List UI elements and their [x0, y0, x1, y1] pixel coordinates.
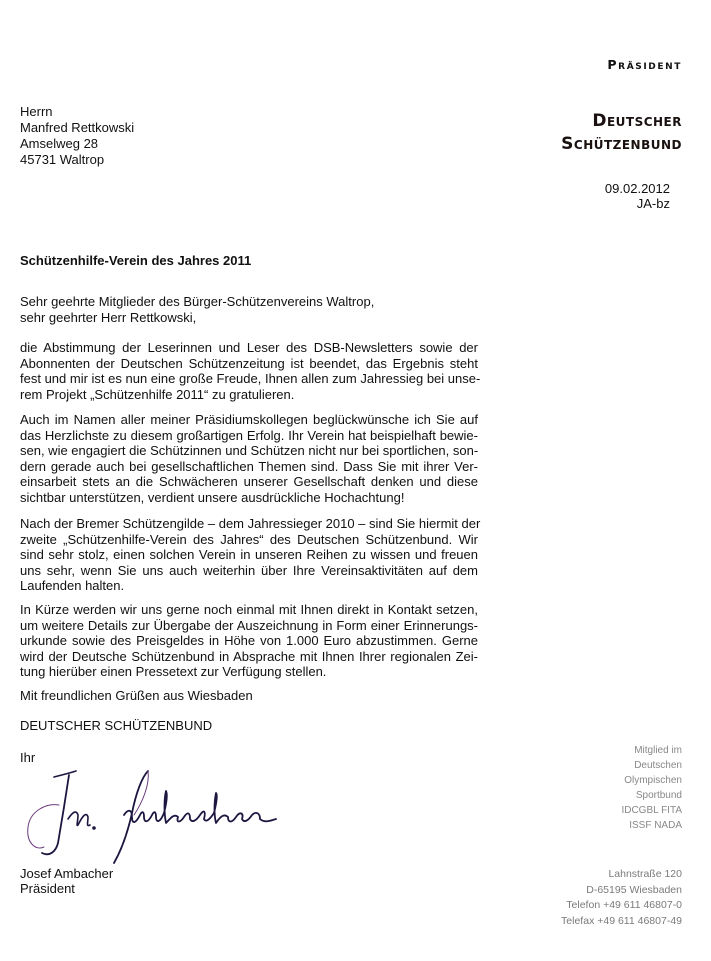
letter-salutation	[20, 294, 374, 326]
closing-ihr: Ihr	[20, 750, 36, 765]
address-city: D-65195 Wiesbaden	[586, 883, 682, 896]
signer-block	[20, 866, 113, 896]
body-paragraph-1	[20, 340, 481, 402]
text-line: rem Projekt „Schützenhilfe 2011“ zu gratulieren.	[20, 386, 295, 402]
recipient-name: Manfred Rettkowski	[20, 120, 135, 135]
membership-line: Sportbund	[635, 790, 682, 801]
membership-line: Deutschen	[634, 760, 682, 771]
membership-line: IDCGBL FITA	[621, 805, 682, 816]
recipient-address	[20, 104, 134, 168]
text-line: fest und mir ist es nun eine große Freude, Ihnen allen zum Jahressieg bei unse-	[20, 371, 481, 387]
text-line: Laufenden halten.	[20, 578, 125, 594]
text-line: sind sehr stolz, einen solchen Verein in unseren Reihen zu wissen und freuen	[20, 547, 478, 563]
body-paragraph-2	[20, 412, 478, 506]
organization-line-2: Schützenbund	[561, 134, 682, 154]
letter-meta	[605, 181, 670, 211]
closing-greeting: Mit freundlichen Grüßen aus Wiesbaden	[20, 688, 253, 703]
sender-address	[561, 867, 682, 929]
text-line: uns sehr, wenn Sie uns auch weiterhin über Ihre Vereinsaktivitäten auf dem	[20, 562, 478, 578]
text-line: das Herzlichste zu diesem großartigen Erfolg. Ihr Verein hat beispielhaft bewie-	[20, 427, 478, 443]
text-line: einsarbeit stets an die Schwächeren unserer Gesellschaft denken und diese	[20, 474, 478, 490]
salutation-line-2: sehr geehrter Herr Rettkowski,	[20, 310, 197, 325]
text-line: urkunde sowie des Preisgeldes in Höhe von 1.000 Euro abzustimmen. Gerne	[20, 633, 478, 649]
letter-date: 09.02.2012	[604, 181, 670, 196]
text-line: tung hierüber einen Pressetext zur Verfügung stellen.	[20, 664, 327, 680]
text-line: Abonnenten der Deutschen Schützenzeitung ist beendet, das Ergebnis steht	[20, 355, 478, 371]
text-line: zweite „Schützenhilfe-Verein des Jahres“ des Deutschen Schützenbund. Wir	[20, 531, 478, 547]
letter-subject: Schützenhilfe-Verein des Jahres 2011	[20, 253, 252, 268]
address-street: Lahnstraße 120	[608, 868, 682, 880]
salutation-line-1: Sehr geehrte Mitglieder des Bürger-Schützenvereins Waltrop,	[20, 294, 375, 309]
membership-line: ISSF NADA	[629, 820, 682, 831]
recipient-city: 45731 Waltrop	[20, 152, 105, 167]
membership-line: Mitglied im	[634, 745, 682, 756]
text-line: dern gerade auch bei gesellschaftlichen Themen sind. Dass Sie mit ihrer Ver-	[20, 458, 478, 474]
text-line: In Kürze werden wir uns gerne noch einmal mit Ihnen direkt in Kontakt setzen,	[20, 602, 478, 617]
recipient-street: Amselweg 28	[20, 136, 99, 151]
address-phone: Telefon +49 611 46807-0	[566, 899, 682, 911]
organization-line-1: Deutscher	[592, 111, 682, 131]
handwritten-signature	[14, 765, 324, 865]
body-paragraph-3	[20, 516, 481, 594]
signer-name: Josef Ambacher	[20, 866, 114, 881]
address-fax: Telefax +49 611 46807-49	[561, 914, 682, 927]
membership-line: Olympischen	[624, 775, 682, 786]
recipient-salutation: Herrn	[20, 104, 53, 119]
text-line: Auch im Namen aller meiner Präsidiumskollegen beglückwünsche ich Sie auf	[20, 412, 478, 427]
body-paragraph-4	[20, 602, 478, 680]
text-line: sen, wie engagiert die Schützinnen und Schützen nicht nur bei sportlichen, son-	[20, 443, 479, 459]
membership-list	[621, 743, 682, 833]
letterhead-title: Präsident	[607, 57, 682, 72]
signer-title: Präsident	[20, 881, 75, 896]
letterhead-organization	[561, 110, 682, 156]
closing-organization: DEUTSCHER SCHÜTZENBUND	[20, 718, 213, 733]
text-line: die Abstimmung der Leserinnen und Leser des DSB-Newsletters sowie der	[20, 340, 478, 355]
text-line: wird der Deutsche Schützenbund in Absprache mit Ihnen Ihrer regionalen Zei-	[20, 648, 478, 664]
text-line: Nach der Bremer Schützengilde – dem Jahressieger 2010 – sind Sie hiermit der	[20, 516, 481, 531]
text-line: um weitere Details zur Übergabe der Auszeichnung in Form einer Erinnerungs-	[20, 617, 478, 633]
text-line: sichtbar unterstützen, verdient unsere ausdrückliche Hochachtung!	[20, 489, 405, 505]
letter-reference: JA-bz	[636, 196, 670, 211]
